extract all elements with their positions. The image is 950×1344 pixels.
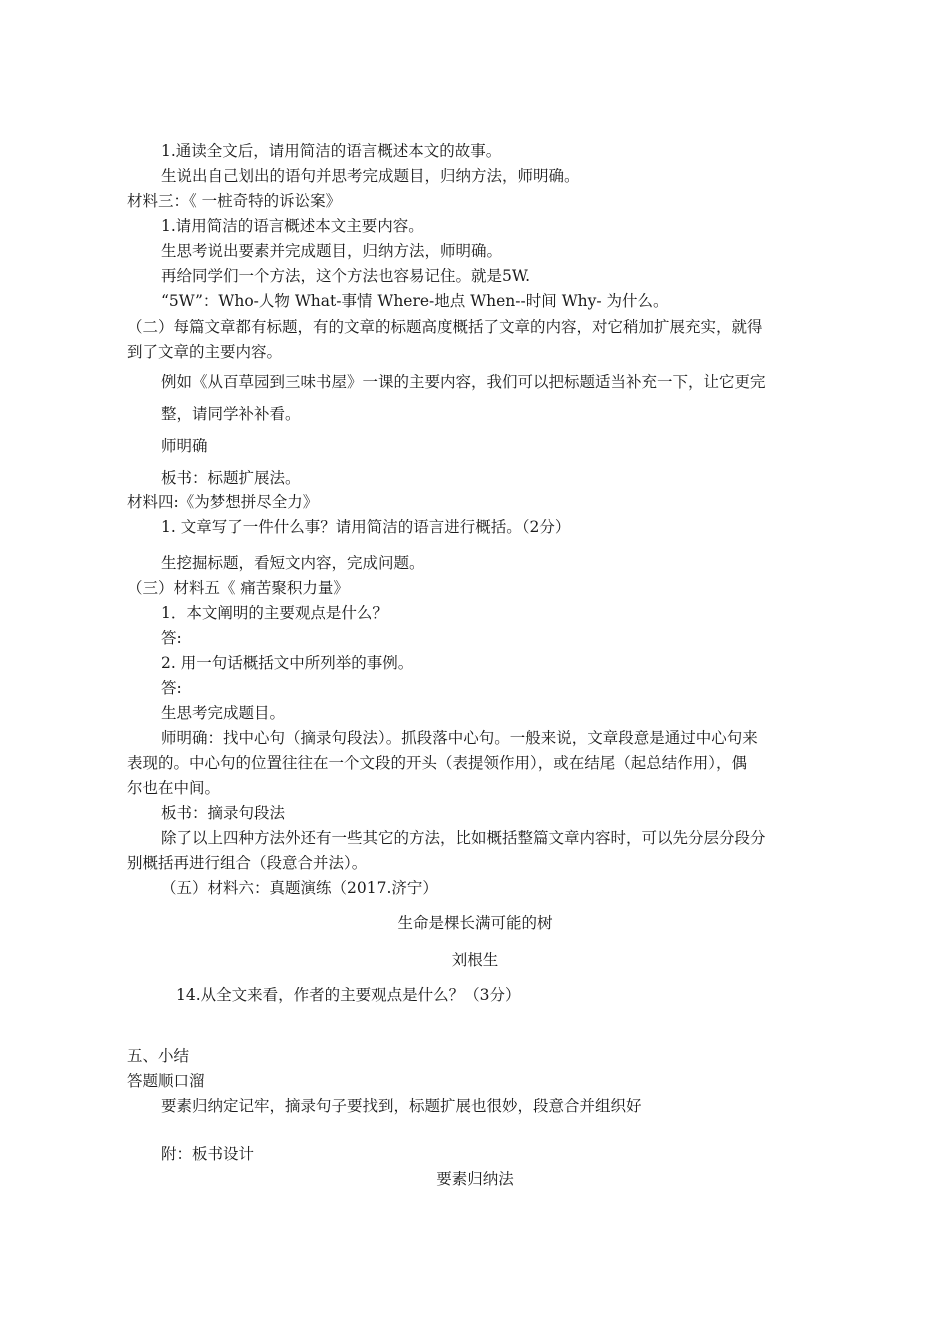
answer-label: 答:	[161, 679, 182, 697]
answer-label: 答:	[161, 629, 182, 647]
text-line: 师明确	[161, 437, 208, 455]
article-title: 生命是棵长满可能的树	[397, 914, 553, 932]
summary-heading: 五、小结	[127, 1047, 190, 1065]
material-five-heading: （三）材料五《 痛苦聚积力量》	[127, 579, 349, 597]
five-w-line: “5W”：Who-人物 What-事情 Where-地点 When--时间 Why- 为什么。	[161, 292, 669, 310]
question-line: 14.从全文来看，作者的主要观点是什么？（3分）	[176, 986, 521, 1004]
section-two-paragraph: （二）每篇文章都有标题，有的文章的标题高度概括了文章的内容，对它稍加扩展充实，就得	[127, 318, 763, 336]
text-line: 表现的。中心句的位置往往在一个文段的开头（表提领作用），或在结尾（起总结作用），偶	[127, 754, 748, 772]
material-three-heading: 材料三：《 一桩奇特的诉讼案》	[127, 192, 342, 210]
text-line: 别概括再进行组合（段意合并法）。	[127, 854, 368, 872]
text-line: 师明确：找中心句（摘录句段法）。抓段落中心句。一般来说，文章段意是通过中心句来	[161, 729, 758, 747]
text-line: 除了以上四种方法外还有一些其它的方法，比如概括整篇文章内容时，可以先分层分段分	[161, 829, 766, 847]
material-six-heading: （五）材料六：真题演练（2017.济宁）	[161, 879, 438, 897]
text-line: 再给同学们一个方法，这个方法也容易记住。就是5W.	[161, 267, 531, 285]
text-line: 生挖掘标题，看短文内容，完成问题。	[161, 554, 425, 572]
question-line: 1．本文阐明的主要观点是什么？	[161, 604, 388, 622]
rhyme-heading: 答题顺口溜	[127, 1072, 205, 1090]
board-design-heading: 附：板书设计	[161, 1145, 255, 1163]
text-line: 到了文章的主要内容。	[127, 343, 283, 361]
text-line: 例如《从百草园到三味书屋》一课的主要内容，我们可以把标题适当补充一下，让它更完	[161, 373, 766, 391]
text-line: 1.请用简洁的语言概述本文主要内容。	[161, 217, 424, 235]
question-line: 2. 用一句话概括文中所列举的事例。	[161, 654, 414, 672]
material-four-heading: 材料四:《为梦想拼尽全力》	[127, 493, 319, 511]
text-line: 整，请同学补补看。	[161, 405, 301, 423]
article-author: 刘根生	[451, 951, 499, 969]
question-line: 1. 文章写了一件什么事？请用简洁的语言进行概括。（2分）	[161, 518, 571, 536]
text-line: 生说出自己划出的语句并思考完成题目，归纳方法，师明确。	[161, 167, 580, 185]
text-line: 尔也在中间。	[127, 779, 221, 797]
text-line: 生思考说出要素并完成题目，归纳方法，师明确。	[161, 242, 503, 260]
board-design-title: 要素归纳法	[436, 1170, 514, 1188]
board-note: 板书：摘录句段法	[161, 804, 286, 822]
text-line: 生思考完成题目。	[161, 704, 286, 722]
question-summary-story: 1.通读全文后，请用简洁的语言概述本文的故事。	[161, 142, 502, 160]
rhyme-text: 要素归纳定记牢，摘录句子要找到，标题扩展也很妙，段意合并组织好	[161, 1097, 642, 1115]
board-note: 板书：标题扩展法。	[161, 469, 301, 487]
